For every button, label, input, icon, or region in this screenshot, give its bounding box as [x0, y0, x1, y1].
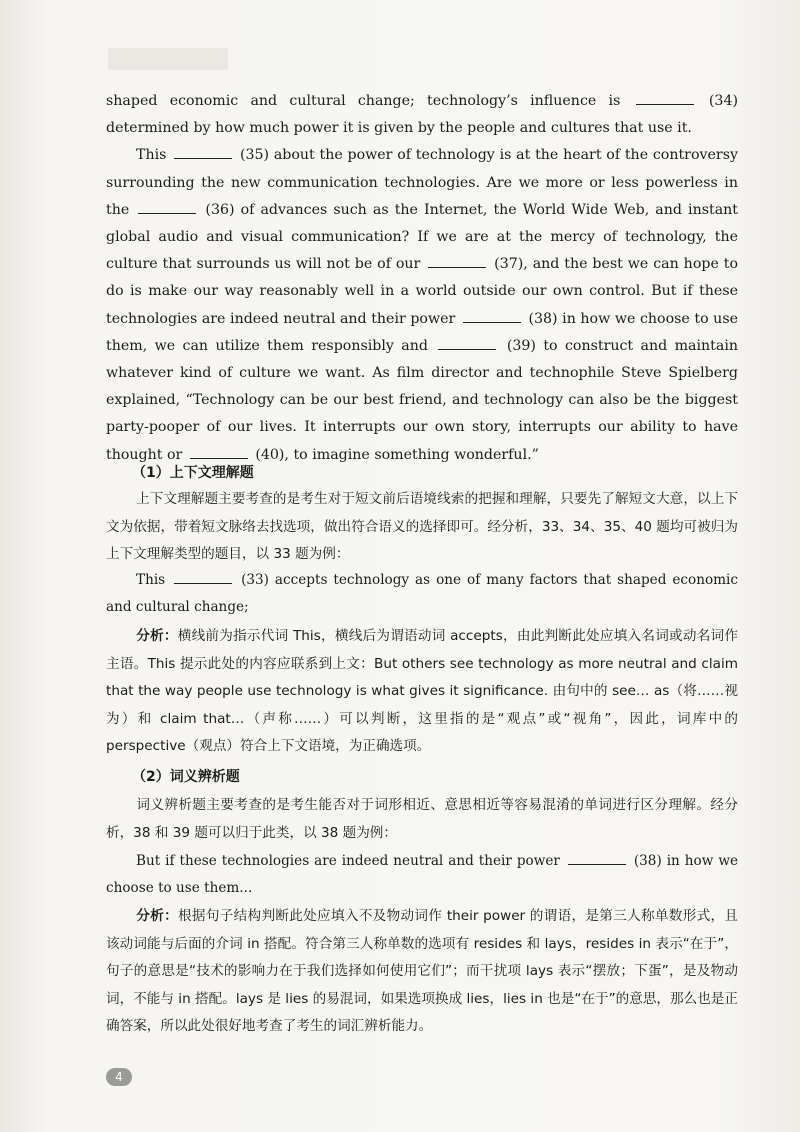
section1-example-b: (33) accepts technology as one of many factors that shaped economic and cultural change; — [106, 572, 738, 616]
passage-p2-f: (39) to construct and maintain whatever kind of culture we want. As film director and technophile Steve Spielberg explained, “Technology can be our best friend, and technology can also be the biggest party-pooper of our lives. It interrupts our own story, interrupts our ability to have thought or — [106, 337, 739, 463]
section2-intro-text: 词义辨析题主要考查的是考生能否对于词形相近、意思相近等容易混淆的单词进行区分理解。经分析，38 和 39 题可以归于此类，以 38 题为例： — [106, 797, 738, 841]
section1-intro-text: 上下文理解题主要考查的是考生对于短文前后语境线索的把握和理解，只要先了解短文大意，以上下文为依据，带着短文脉络去找选项，做出符合语义的选择即可。经分析，33、34、35、40 题均可被归为上下文理解类型的题目，以 33 题为例： — [106, 491, 738, 563]
section2-heading: （2）词义辨析题 — [132, 769, 240, 785]
section2-intro — [106, 792, 738, 847]
section1-analysis — [106, 623, 738, 761]
page-number: 4 — [106, 1068, 132, 1086]
passage-block — [106, 88, 738, 469]
section2-analysis-text: 根据句子结构判断此处应填入不及物动词作 their power 的谓语，是第三人称单数形式，且该动词能与后面的介词 in 搭配。符合第三人称单数的选项有 resides 和 lays，resides in 表示“在于”，句子的意思是“技术的影响力在于我们选择如何使用它们”；而干扰项 lays 表示“摆放；下蛋”，是及物动词，不能与 in 搭配。lays 是 lies 的易混词，如果选项换成 lies，lies in 也是“在于”的意思，那么也是正确答案，所以此处很好地考查了考生的词汇辨析能力。 — [106, 908, 739, 1035]
section1-example — [106, 567, 738, 621]
section1-heading: （1）上下文理解题 — [132, 465, 254, 481]
passage-p2-d: (37), and the best we can hope to do is make our way reasonably well in a world outside our own control. But if these technologies are indeed neutral and their power — [106, 256, 738, 327]
passage-p2-e: (38) in how we choose to use them, we can utilize them responsibly and — [106, 310, 738, 354]
section2-example-a: But if these technologies are indeed neutral and their power — [136, 853, 560, 869]
section2-analysis-label: 分析： — [136, 908, 179, 924]
passage-p2-g: (40), to imagine something wonderful.” — [255, 446, 539, 463]
passage-line-1: shaped economic and cultural change; technology’s influence is — [106, 93, 621, 109]
passage-p2-a: This — [136, 147, 167, 164]
passage-line-2: much power it is given by the people and cultures that use it. — [249, 120, 692, 137]
blank-34 — [636, 90, 694, 105]
blank-38 — [463, 308, 521, 323]
blank-39 — [438, 335, 496, 350]
passage-line-1-num: (34) determined by how — [106, 93, 739, 137]
passage-p2-c: (36) of advances such as the Internet, the World Wide Web, and instant global audio and visual communication? If we are at the mercy of technology, the culture that surrounds us will not be of our — [106, 201, 738, 273]
section2-analysis — [106, 903, 738, 1041]
blank-38-example — [568, 850, 626, 865]
section1-analysis-text: 横线前为指示代词 This，横线后为谓语动词 accepts，由此判断此处应填入名词或动名词作主语。This 提示此处的内容应联系到上文：But others see technology as more neutral and claim that the way people use technology is what gives it significance. 由句中的 see… as（将……视为）和 claim that…（声称……）可以判断，这里指的是“观点”或“视角”，因此，词库中的 perspective（观点）符合上下文语境，为正确选项。 — [106, 628, 738, 755]
passage-p2-b: (35) about the power of technology is at the heart of the controversy surrounding the new communication technologies. Are we more or less powerless in the — [106, 147, 738, 218]
blank-40 — [190, 444, 248, 459]
blank-37 — [428, 253, 486, 268]
section1-analysis-label: 分析： — [136, 628, 178, 644]
section2-example-b: (38) in how we choose to use them... — [106, 853, 738, 897]
blank-33 — [174, 569, 232, 584]
section1-intro — [106, 486, 738, 569]
blank-36 — [138, 199, 196, 214]
section1-example-a: This — [136, 572, 166, 588]
section2-example — [106, 848, 738, 902]
blank-35 — [174, 144, 232, 159]
faded-header — [108, 48, 228, 70]
